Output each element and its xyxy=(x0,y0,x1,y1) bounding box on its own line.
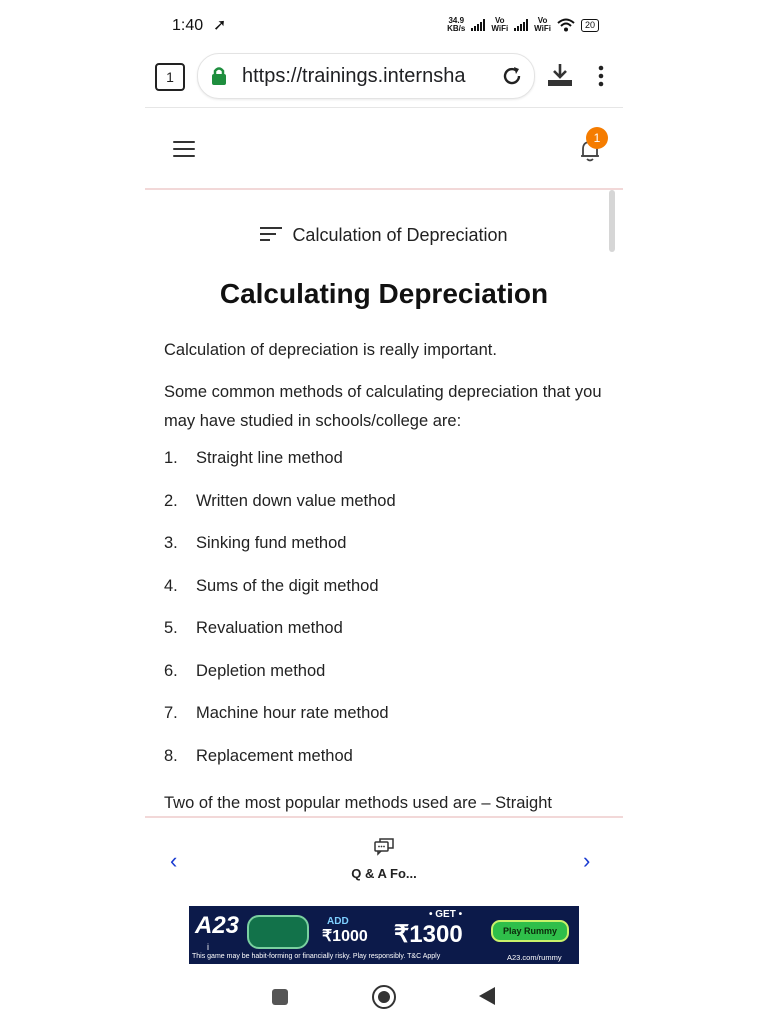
menu-icon[interactable] xyxy=(173,141,195,158)
list-text: Sums of the digit method xyxy=(196,576,379,595)
list-item xyxy=(164,577,604,620)
back-button[interactable] xyxy=(479,987,495,1005)
ad-get-amount: ₹1300 xyxy=(394,921,463,948)
previous-topic-button[interactable]: ‹ xyxy=(170,848,178,873)
topic-breadcrumb[interactable] xyxy=(145,225,623,246)
list-number: 1. xyxy=(164,449,178,467)
network-speed-unit: KB/s xyxy=(447,24,466,33)
list-text: Revaluation method xyxy=(196,619,343,637)
recent-apps-button[interactable] xyxy=(272,989,288,1005)
ad-url: A23.com/rummy xyxy=(507,953,562,962)
volte-wifi-label: WiFi xyxy=(491,24,509,33)
ad-add-label: ADD xyxy=(327,916,349,927)
more-options-icon[interactable] xyxy=(593,64,609,88)
list-text: Straight line method xyxy=(196,449,343,467)
network-speed-value: 34.9 xyxy=(448,16,465,25)
reload-icon[interactable] xyxy=(500,64,524,88)
url-bar[interactable] xyxy=(197,53,535,99)
article-body xyxy=(164,336,604,831)
browser-divider xyxy=(145,107,623,108)
notification-badge[interactable]: 1 xyxy=(586,127,608,149)
topic-menu-icon xyxy=(260,227,282,241)
ad-info-icon[interactable]: i xyxy=(207,942,209,952)
list-item xyxy=(164,449,604,492)
status-icons xyxy=(447,17,599,33)
volte-icon-2 xyxy=(534,17,551,33)
network-speed xyxy=(447,17,465,33)
list-number: 5. xyxy=(164,619,178,637)
status-bar xyxy=(145,0,623,52)
list-item xyxy=(164,747,604,790)
home-button[interactable] xyxy=(372,985,396,1009)
wifi-icon xyxy=(557,18,575,32)
qa-forum-button[interactable] xyxy=(334,838,434,881)
url-text[interactable]: https://trainings.internsha xyxy=(242,65,466,87)
location-arrow-icon: ➚ xyxy=(213,17,227,34)
list-item xyxy=(164,662,604,705)
download-icon[interactable] xyxy=(545,62,575,88)
ad-add-amount: ₹1000 xyxy=(322,928,368,945)
list-text: Machine hour rate method xyxy=(196,704,389,722)
list-item xyxy=(164,704,604,747)
next-topic-button[interactable]: › xyxy=(583,848,591,873)
list-text: Sinking fund method xyxy=(196,534,347,552)
list-number: 7. xyxy=(164,704,178,722)
ad-get-label: • GET • xyxy=(429,909,463,920)
list-text: Replacement method xyxy=(196,746,353,765)
list-number: 2. xyxy=(164,491,178,510)
ad-banner[interactable] xyxy=(189,906,579,964)
play-rummy-button[interactable]: Play Rummy xyxy=(491,920,569,942)
page-title: Calculating Depreciation xyxy=(219,278,549,309)
methods-intro-paragraph: Some common methods of calculating depreciation that you may have studied in schools/college are: xyxy=(164,383,602,430)
list-item xyxy=(164,492,604,535)
topic-title: Calculation of Depreciation xyxy=(292,225,508,245)
list-number: 6. xyxy=(164,661,178,680)
lock-icon xyxy=(210,66,228,86)
methods-list xyxy=(164,449,604,789)
volte-icon xyxy=(491,17,508,33)
chat-icon xyxy=(374,838,394,856)
list-number: 3. xyxy=(164,534,178,552)
tab-switcher-button[interactable]: 1 xyxy=(155,63,185,91)
qa-forum-label: Q & A Fo... xyxy=(351,866,417,881)
ad-logo: A23 xyxy=(195,912,240,939)
list-item xyxy=(164,534,604,577)
phone-screen xyxy=(145,0,623,1024)
list-number: 4. xyxy=(164,576,178,595)
trailing-paragraph: Two of the most popular methods used are – Straight xyxy=(164,794,552,812)
volte-wifi-label-2: WiFi xyxy=(534,24,551,33)
status-time: 1:40 xyxy=(172,17,204,34)
list-text: Depletion method xyxy=(196,661,326,680)
signal-icon-2 xyxy=(514,19,528,31)
signal-icon xyxy=(471,19,485,31)
volte-label: Vo xyxy=(494,16,505,25)
intro-paragraph: Calculation of depreciation is really important. xyxy=(164,341,497,359)
list-text: Written down value method xyxy=(196,491,396,510)
battery-icon: 20 xyxy=(581,19,599,32)
list-item xyxy=(164,619,604,662)
rummy-table-image xyxy=(247,915,309,949)
ad-disclaimer: This game may be habit-forming or financially risky. Play responsibly. T&C Apply xyxy=(192,953,441,960)
volte-label-2: Vo xyxy=(537,16,548,25)
bottom-nav-divider xyxy=(145,816,623,818)
list-number: 8. xyxy=(164,746,178,765)
